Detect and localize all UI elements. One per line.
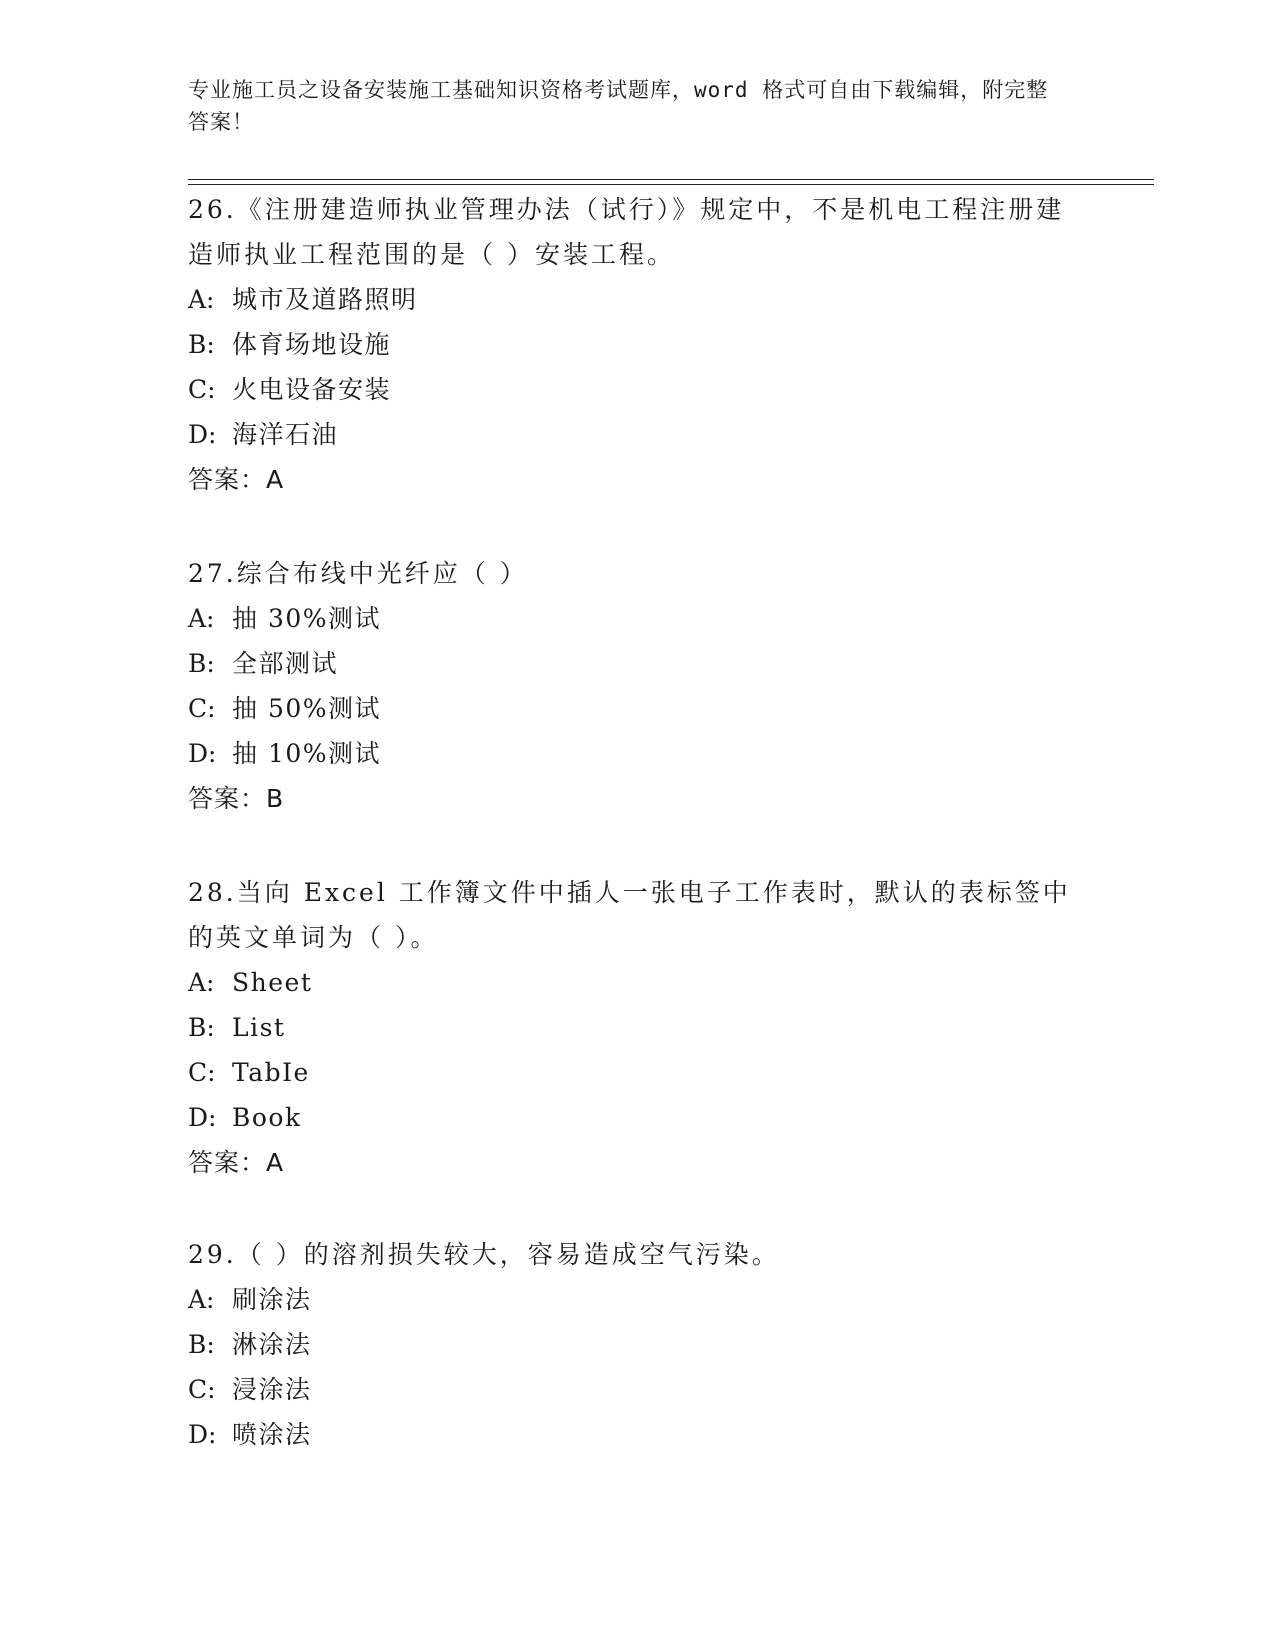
option-d — [188, 1095, 1088, 1140]
option-c — [188, 1050, 1088, 1095]
option-b — [188, 641, 1088, 686]
option-a — [188, 960, 1088, 1005]
option-b — [188, 1005, 1088, 1050]
option-c — [188, 367, 1088, 412]
question-26 — [188, 187, 1088, 502]
option-text: 全部测试 — [232, 649, 339, 678]
option-key: A: — [188, 604, 215, 633]
option-text: 抽 30%测试 — [232, 604, 382, 633]
option-text: 火电设备安装 — [232, 375, 392, 404]
option-c — [188, 686, 1088, 731]
option-text: 刷涂法 — [232, 1285, 312, 1314]
option-text: 淋涂法 — [232, 1330, 312, 1359]
option-key: D: — [188, 739, 217, 768]
option-a — [188, 596, 1088, 641]
answer-line: 答案：B — [188, 784, 285, 813]
option-text: 城市及道路照明 — [232, 285, 418, 314]
option-key: B: — [188, 1013, 215, 1042]
option-key: D: — [188, 1420, 217, 1449]
question-text: 26.《注册建造师执业管理办法（试行）》规定中，不是机电工程注册建造师执业工程范围的是（ ）安装工程。 — [188, 195, 1065, 269]
option-key: A: — [188, 285, 215, 314]
option-text: 海洋石油 — [232, 420, 339, 449]
question-27 — [188, 551, 1088, 821]
option-a — [188, 1277, 1088, 1322]
option-text: List — [232, 1013, 286, 1042]
question-29 — [188, 1232, 1088, 1457]
header-divider-line — [188, 179, 1154, 180]
option-key: B: — [188, 330, 215, 359]
option-key: A: — [188, 968, 215, 997]
option-d — [188, 1412, 1088, 1457]
option-text: 浸涂法 — [232, 1375, 312, 1404]
option-text: 抽 50%测试 — [232, 694, 382, 723]
option-text: TabIe — [232, 1058, 310, 1087]
option-text: 抽 10%测试 — [232, 739, 382, 768]
question-text: 27.综合布线中光纤应（ ） — [188, 559, 528, 588]
option-key: D: — [188, 1103, 217, 1132]
option-key: C: — [188, 1375, 216, 1404]
option-text: 喷涂法 — [232, 1420, 312, 1449]
option-key: A: — [188, 1285, 215, 1314]
option-key: C: — [188, 694, 216, 723]
option-key: B: — [188, 649, 215, 678]
option-key: C: — [188, 375, 216, 404]
option-text: Sheet — [232, 968, 313, 997]
option-key: D: — [188, 420, 217, 449]
option-a — [188, 277, 1088, 322]
question-text: 29.（ ）的溶剂损失较大，容易造成空气污染。 — [188, 1240, 780, 1269]
option-d — [188, 731, 1088, 776]
option-text: 体育场地设施 — [232, 330, 392, 359]
option-c — [188, 1367, 1088, 1412]
option-text: Book — [232, 1103, 302, 1132]
option-d — [188, 412, 1088, 457]
option-b — [188, 1322, 1088, 1367]
question-28 — [188, 870, 1088, 1185]
option-key: C: — [188, 1058, 216, 1087]
option-key: B: — [188, 1330, 215, 1359]
answer-line: 答案：A — [188, 1148, 285, 1177]
document-header: 专业施工员之设备安装施工基础知识资格考试题库，word 格式可自由下载编辑，附完整答案！ — [188, 78, 1049, 134]
answer-line: 答案：A — [188, 465, 285, 494]
header-divider-line-secondary — [188, 184, 1154, 185]
question-text: 28.当向 Excel 工作簿文件中插人一张电子工作表时，默认的表标签中的英文单词为（ ）。 — [188, 878, 1071, 952]
option-b — [188, 322, 1088, 367]
